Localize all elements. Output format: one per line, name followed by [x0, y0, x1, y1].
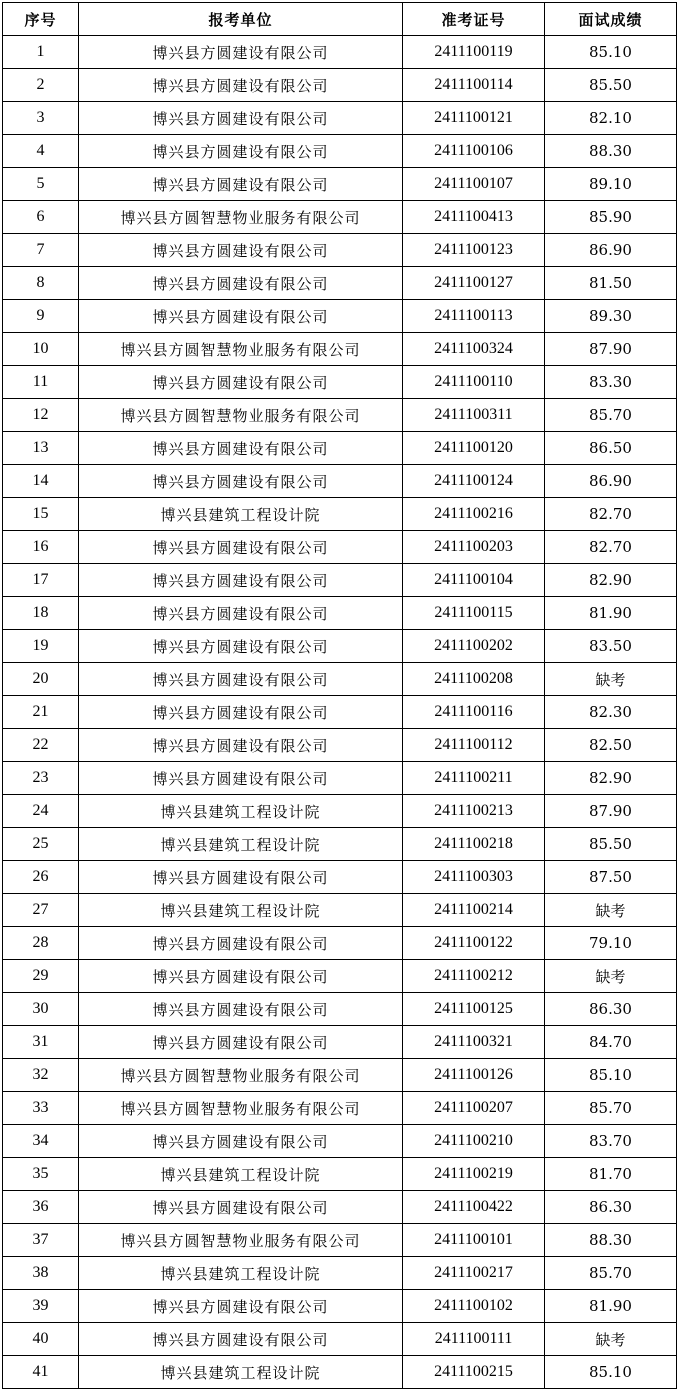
cell-exam-ticket-number: 2411100115: [403, 597, 545, 630]
cell-exam-ticket-number: 2411100107: [403, 168, 545, 201]
table-body: [3, 36, 677, 1389]
header-row: [3, 3, 677, 36]
cell-exam-ticket-number: 2411100212: [403, 960, 545, 993]
cell-applying-unit: 博兴县方圆建设有限公司: [79, 465, 403, 498]
table-row: [3, 762, 677, 795]
header-serial-number: 序号: [3, 3, 79, 36]
cell-serial-number: 15: [3, 498, 79, 531]
cell-applying-unit: 博兴县建筑工程设计院: [79, 795, 403, 828]
table-row: [3, 498, 677, 531]
cell-interview-score: 81.90: [545, 597, 677, 630]
table-row: [3, 36, 677, 69]
table-header: [3, 3, 677, 36]
cell-interview-score: 82.50: [545, 729, 677, 762]
cell-serial-number: 14: [3, 465, 79, 498]
table-row: [3, 696, 677, 729]
cell-exam-ticket-number: 2411100324: [403, 333, 545, 366]
cell-exam-ticket-number: 2411100213: [403, 795, 545, 828]
table-row: [3, 1323, 677, 1356]
table-row: [3, 531, 677, 564]
cell-interview-score: 85.70: [545, 399, 677, 432]
cell-applying-unit: 博兴县方圆建设有限公司: [79, 168, 403, 201]
cell-applying-unit: 博兴县方圆建设有限公司: [79, 696, 403, 729]
cell-applying-unit: 博兴县方圆建设有限公司: [79, 564, 403, 597]
cell-interview-score: 89.30: [545, 300, 677, 333]
cell-applying-unit: 博兴县方圆建设有限公司: [79, 1191, 403, 1224]
table-row: [3, 1158, 677, 1191]
cell-exam-ticket-number: 2411100217: [403, 1257, 545, 1290]
cell-interview-score: 84.70: [545, 1026, 677, 1059]
cell-serial-number: 2: [3, 69, 79, 102]
cell-serial-number: 12: [3, 399, 79, 432]
cell-applying-unit: 博兴县方圆建设有限公司: [79, 267, 403, 300]
cell-exam-ticket-number: 2411100218: [403, 828, 545, 861]
cell-serial-number: 40: [3, 1323, 79, 1356]
cell-exam-ticket-number: 2411100413: [403, 201, 545, 234]
table-row: [3, 927, 677, 960]
cell-exam-ticket-number: 2411100123: [403, 234, 545, 267]
cell-interview-score: 88.30: [545, 135, 677, 168]
cell-serial-number: 33: [3, 1092, 79, 1125]
cell-serial-number: 24: [3, 795, 79, 828]
cell-serial-number: 27: [3, 894, 79, 927]
table-row: [3, 630, 677, 663]
cell-interview-score: 85.50: [545, 828, 677, 861]
cell-serial-number: 18: [3, 597, 79, 630]
cell-serial-number: 9: [3, 300, 79, 333]
cell-applying-unit: 博兴县方圆建设有限公司: [79, 993, 403, 1026]
cell-applying-unit: 博兴县方圆建设有限公司: [79, 1290, 403, 1323]
interview-results-table: [2, 2, 677, 1389]
cell-interview-score: 85.90: [545, 201, 677, 234]
cell-exam-ticket-number: 2411100311: [403, 399, 545, 432]
cell-exam-ticket-number: 2411100121: [403, 102, 545, 135]
cell-serial-number: 23: [3, 762, 79, 795]
table-row: [3, 168, 677, 201]
table-row: [3, 1092, 677, 1125]
cell-applying-unit: 博兴县方圆建设有限公司: [79, 1026, 403, 1059]
cell-exam-ticket-number: 2411100321: [403, 1026, 545, 1059]
cell-applying-unit: 博兴县方圆建设有限公司: [79, 630, 403, 663]
cell-serial-number: 17: [3, 564, 79, 597]
cell-applying-unit: 博兴县方圆建设有限公司: [79, 729, 403, 762]
cell-interview-score: 85.70: [545, 1257, 677, 1290]
cell-serial-number: 36: [3, 1191, 79, 1224]
cell-applying-unit: 博兴县建筑工程设计院: [79, 894, 403, 927]
cell-serial-number: 8: [3, 267, 79, 300]
cell-interview-score: 85.10: [545, 1356, 677, 1389]
cell-serial-number: 7: [3, 234, 79, 267]
table-row: [3, 1125, 677, 1158]
cell-exam-ticket-number: 2411100203: [403, 531, 545, 564]
cell-serial-number: 35: [3, 1158, 79, 1191]
cell-interview-score: 81.50: [545, 267, 677, 300]
cell-applying-unit: 博兴县方圆建设有限公司: [79, 234, 403, 267]
cell-exam-ticket-number: 2411100208: [403, 663, 545, 696]
cell-exam-ticket-number: 2411100127: [403, 267, 545, 300]
table-row: [3, 399, 677, 432]
cell-serial-number: 11: [3, 366, 79, 399]
cell-interview-score: 83.30: [545, 366, 677, 399]
cell-interview-score: 82.70: [545, 498, 677, 531]
header-interview-score: 面试成绩: [545, 3, 677, 36]
cell-interview-score: 85.10: [545, 36, 677, 69]
cell-interview-score: 81.70: [545, 1158, 677, 1191]
table-row: [3, 1026, 677, 1059]
table-row: [3, 795, 677, 828]
cell-applying-unit: 博兴县建筑工程设计院: [79, 1356, 403, 1389]
cell-serial-number: 32: [3, 1059, 79, 1092]
cell-applying-unit: 博兴县方圆智慧物业服务有限公司: [79, 201, 403, 234]
cell-applying-unit: 博兴县方圆建设有限公司: [79, 960, 403, 993]
cell-exam-ticket-number: 2411100104: [403, 564, 545, 597]
cell-interview-score: 86.30: [545, 1191, 677, 1224]
cell-applying-unit: 博兴县方圆建设有限公司: [79, 300, 403, 333]
cell-interview-score: 87.90: [545, 795, 677, 828]
cell-serial-number: 5: [3, 168, 79, 201]
cell-exam-ticket-number: 2411100113: [403, 300, 545, 333]
table-row: [3, 729, 677, 762]
table-row: [3, 1290, 677, 1323]
table-row: [3, 1059, 677, 1092]
cell-interview-score: 85.10: [545, 1059, 677, 1092]
table-row: [3, 1224, 677, 1257]
cell-interview-score: 83.70: [545, 1125, 677, 1158]
cell-exam-ticket-number: 2411100101: [403, 1224, 545, 1257]
cell-serial-number: 22: [3, 729, 79, 762]
cell-interview-score: 87.90: [545, 333, 677, 366]
cell-applying-unit: 博兴县方圆建设有限公司: [79, 69, 403, 102]
cell-interview-score: 缺考: [545, 960, 677, 993]
cell-exam-ticket-number: 2411100422: [403, 1191, 545, 1224]
cell-interview-score: 缺考: [545, 663, 677, 696]
table-row: [3, 564, 677, 597]
cell-exam-ticket-number: 2411100210: [403, 1125, 545, 1158]
cell-applying-unit: 博兴县建筑工程设计院: [79, 1158, 403, 1191]
cell-interview-score: 86.90: [545, 465, 677, 498]
header-applying-unit: 报考单位: [79, 3, 403, 36]
cell-interview-score: 79.10: [545, 927, 677, 960]
table-row: [3, 465, 677, 498]
cell-applying-unit: 博兴县方圆建设有限公司: [79, 135, 403, 168]
cell-interview-score: 缺考: [545, 1323, 677, 1356]
table-row: [3, 432, 677, 465]
cell-serial-number: 20: [3, 663, 79, 696]
cell-exam-ticket-number: 2411100112: [403, 729, 545, 762]
cell-applying-unit: 博兴县方圆智慧物业服务有限公司: [79, 1092, 403, 1125]
cell-applying-unit: 博兴县方圆建设有限公司: [79, 36, 403, 69]
table-row: [3, 861, 677, 894]
cell-interview-score: 89.10: [545, 168, 677, 201]
cell-exam-ticket-number: 2411100102: [403, 1290, 545, 1323]
cell-exam-ticket-number: 2411100207: [403, 1092, 545, 1125]
table-row: [3, 300, 677, 333]
cell-interview-score: 86.30: [545, 993, 677, 1026]
cell-applying-unit: 博兴县方圆建设有限公司: [79, 861, 403, 894]
cell-interview-score: 86.90: [545, 234, 677, 267]
cell-exam-ticket-number: 2411100119: [403, 36, 545, 69]
cell-interview-score: 缺考: [545, 894, 677, 927]
cell-serial-number: 16: [3, 531, 79, 564]
cell-interview-score: 83.50: [545, 630, 677, 663]
table-row: [3, 102, 677, 135]
cell-exam-ticket-number: 2411100215: [403, 1356, 545, 1389]
cell-serial-number: 37: [3, 1224, 79, 1257]
cell-serial-number: 19: [3, 630, 79, 663]
cell-serial-number: 29: [3, 960, 79, 993]
cell-applying-unit: 博兴县方圆建设有限公司: [79, 597, 403, 630]
cell-exam-ticket-number: 2411100126: [403, 1059, 545, 1092]
cell-exam-ticket-number: 2411100106: [403, 135, 545, 168]
cell-interview-score: 82.30: [545, 696, 677, 729]
cell-applying-unit: 博兴县方圆智慧物业服务有限公司: [79, 333, 403, 366]
cell-serial-number: 28: [3, 927, 79, 960]
cell-serial-number: 31: [3, 1026, 79, 1059]
cell-interview-score: 82.90: [545, 564, 677, 597]
table-row: [3, 366, 677, 399]
cell-exam-ticket-number: 2411100219: [403, 1158, 545, 1191]
cell-applying-unit: 博兴县方圆建设有限公司: [79, 762, 403, 795]
cell-serial-number: 10: [3, 333, 79, 366]
cell-interview-score: 82.10: [545, 102, 677, 135]
cell-serial-number: 3: [3, 102, 79, 135]
cell-serial-number: 26: [3, 861, 79, 894]
table-row: [3, 1257, 677, 1290]
table-row: [3, 333, 677, 366]
cell-interview-score: 82.70: [545, 531, 677, 564]
cell-applying-unit: 博兴县方圆建设有限公司: [79, 1125, 403, 1158]
cell-exam-ticket-number: 2411100211: [403, 762, 545, 795]
cell-serial-number: 21: [3, 696, 79, 729]
table-row: [3, 960, 677, 993]
cell-serial-number: 34: [3, 1125, 79, 1158]
cell-applying-unit: 博兴县方圆建设有限公司: [79, 1323, 403, 1356]
table-row: [3, 234, 677, 267]
table-row: [3, 597, 677, 630]
table-row: [3, 1191, 677, 1224]
cell-exam-ticket-number: 2411100111: [403, 1323, 545, 1356]
cell-applying-unit: 博兴县方圆智慧物业服务有限公司: [79, 1059, 403, 1092]
table-row: [3, 201, 677, 234]
cell-applying-unit: 博兴县方圆智慧物业服务有限公司: [79, 1224, 403, 1257]
table-row: [3, 69, 677, 102]
cell-exam-ticket-number: 2411100122: [403, 927, 545, 960]
cell-applying-unit: 博兴县方圆建设有限公司: [79, 366, 403, 399]
cell-exam-ticket-number: 2411100120: [403, 432, 545, 465]
table-row: [3, 894, 677, 927]
cell-interview-score: 87.50: [545, 861, 677, 894]
cell-interview-score: 85.70: [545, 1092, 677, 1125]
cell-applying-unit: 博兴县方圆建设有限公司: [79, 432, 403, 465]
cell-exam-ticket-number: 2411100125: [403, 993, 545, 1026]
cell-exam-ticket-number: 2411100110: [403, 366, 545, 399]
table-row: [3, 135, 677, 168]
cell-exam-ticket-number: 2411100216: [403, 498, 545, 531]
cell-applying-unit: 博兴县方圆建设有限公司: [79, 927, 403, 960]
table-row: [3, 828, 677, 861]
table-row: [3, 1356, 677, 1389]
cell-applying-unit: 博兴县建筑工程设计院: [79, 498, 403, 531]
cell-applying-unit: 博兴县方圆智慧物业服务有限公司: [79, 399, 403, 432]
table-row: [3, 267, 677, 300]
table-row: [3, 993, 677, 1026]
cell-exam-ticket-number: 2411100202: [403, 630, 545, 663]
cell-interview-score: 85.50: [545, 69, 677, 102]
cell-serial-number: 38: [3, 1257, 79, 1290]
cell-exam-ticket-number: 2411100214: [403, 894, 545, 927]
cell-exam-ticket-number: 2411100114: [403, 69, 545, 102]
cell-exam-ticket-number: 2411100303: [403, 861, 545, 894]
cell-applying-unit: 博兴县方圆建设有限公司: [79, 102, 403, 135]
cell-applying-unit: 博兴县建筑工程设计院: [79, 1257, 403, 1290]
cell-serial-number: 4: [3, 135, 79, 168]
cell-interview-score: 81.90: [545, 1290, 677, 1323]
cell-serial-number: 6: [3, 201, 79, 234]
cell-serial-number: 41: [3, 1356, 79, 1389]
cell-serial-number: 25: [3, 828, 79, 861]
cell-exam-ticket-number: 2411100124: [403, 465, 545, 498]
cell-interview-score: 82.90: [545, 762, 677, 795]
cell-interview-score: 86.50: [545, 432, 677, 465]
cell-interview-score: 88.30: [545, 1224, 677, 1257]
header-exam-ticket-number: 准考证号: [403, 3, 545, 36]
cell-applying-unit: 博兴县方圆建设有限公司: [79, 663, 403, 696]
table-row: [3, 663, 677, 696]
cell-serial-number: 39: [3, 1290, 79, 1323]
cell-applying-unit: 博兴县建筑工程设计院: [79, 828, 403, 861]
cell-exam-ticket-number: 2411100116: [403, 696, 545, 729]
cell-applying-unit: 博兴县方圆建设有限公司: [79, 531, 403, 564]
cell-serial-number: 1: [3, 36, 79, 69]
cell-serial-number: 30: [3, 993, 79, 1026]
cell-serial-number: 13: [3, 432, 79, 465]
